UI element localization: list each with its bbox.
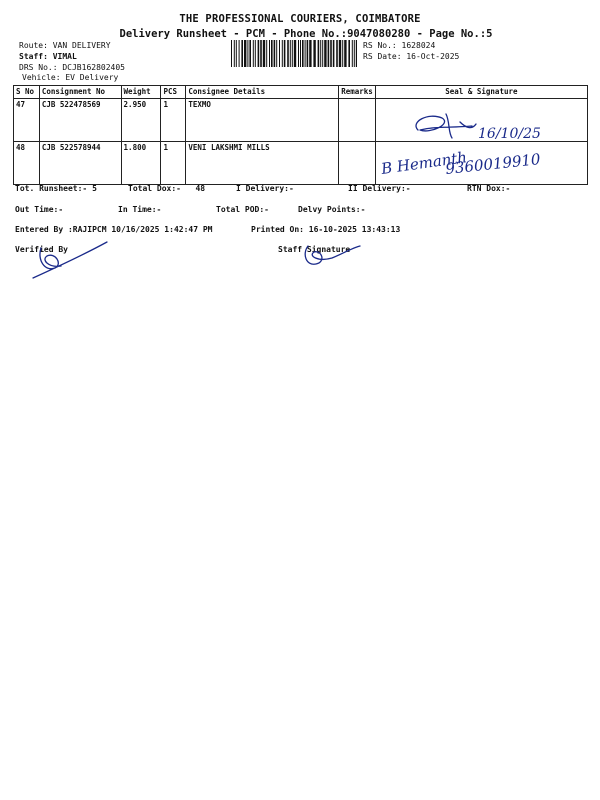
cell-pcs: 1 <box>161 142 186 185</box>
signature-scribble <box>416 114 476 138</box>
out-time-label: Out Time:- <box>15 205 64 214</box>
barcode-bar <box>352 40 353 67</box>
rs-no-line <box>363 41 435 50</box>
barcode-bar <box>336 40 338 67</box>
col-pcs: PCS <box>161 86 186 99</box>
barcode-bar <box>333 40 335 67</box>
barcode-bar <box>324 40 326 67</box>
col-remarks: Remarks <box>339 86 376 99</box>
barcode-bar <box>274 40 276 67</box>
barcode-bar <box>339 40 341 67</box>
cell-pcs: 1 <box>161 99 186 142</box>
cell-consignee: VENI LAKSHMI MILLS <box>186 142 339 185</box>
col-consignee: Consignee Details <box>186 86 339 99</box>
col-consignment: Consignment No <box>39 86 121 99</box>
barcode-bar <box>309 40 311 67</box>
signature-handwriting <box>380 104 580 184</box>
barcode-bar <box>255 40 256 67</box>
barcode-bar <box>244 40 246 67</box>
runsheet-title: Delivery Runsheet - PCM - Phone No.:9047080280 - Page No.:5 <box>119 28 493 40</box>
barcode-bar <box>260 40 262 67</box>
cell-consignment: CJB 522578944 <box>39 142 121 185</box>
cell-consignee: TEXMO <box>186 99 339 142</box>
total-dox <box>128 184 205 193</box>
company-title: THE PROFESSIONAL COURIERS, COIMBATORE <box>179 13 421 25</box>
barcode-bar <box>249 40 251 67</box>
tot-runsheet <box>15 184 97 193</box>
col-sno: S No <box>14 86 40 99</box>
drs-value: DCJB162802405 <box>62 63 125 72</box>
cell-remarks <box>339 99 376 142</box>
barcode-bar <box>342 40 343 67</box>
in-time-label: In Time:- <box>118 205 162 214</box>
barcode-bar <box>307 40 309 67</box>
col-signature: Seal & Signature <box>375 86 587 99</box>
handwritten-name: B Hemanth <box>380 148 468 178</box>
barcode-bar <box>247 40 248 67</box>
drs-line <box>19 63 125 72</box>
vehicle-label: Vehicle: <box>22 73 61 82</box>
i-delivery-label: I Delivery:- <box>236 184 294 193</box>
cell-consignment: CJB 522478569 <box>39 99 121 142</box>
barcode-bar <box>269 40 270 67</box>
rs-date-label: RS Date: <box>363 52 402 61</box>
staff-signature <box>298 240 368 270</box>
barcode-bar <box>320 40 321 67</box>
total-dox-value: 48 <box>195 184 206 193</box>
barcode-bar <box>290 40 291 67</box>
rtn-dox-label: RTN Dox:- <box>467 184 511 193</box>
total-pod-label: Total POD:- <box>216 205 269 214</box>
barcode-bar <box>292 40 293 67</box>
barcode-bar <box>266 40 267 67</box>
barcode-bar <box>328 40 330 67</box>
tot-runsheet-value: 5 <box>92 184 97 193</box>
barcode-bar <box>239 40 240 67</box>
barcode-bar <box>271 40 273 67</box>
handwritten-date: 16/10/25 <box>478 126 541 142</box>
barcode-bar <box>236 40 237 67</box>
barcode-bar <box>282 40 283 67</box>
col-weight: Weight <box>121 86 161 99</box>
barcode-bar <box>276 40 277 67</box>
barcode-bar <box>284 40 286 67</box>
barcode-bar <box>253 40 254 67</box>
staff-signature-label: Staff Signature <box>278 245 351 254</box>
rs-no-label: RS No.: <box>363 41 397 50</box>
vehicle-line <box>22 73 118 82</box>
staff-label: Staff: <box>19 52 48 61</box>
barcode-bar <box>231 40 232 67</box>
barcode-bar <box>287 40 289 67</box>
ii-delivery-label: II Delivery:- <box>348 184 411 193</box>
printed-on: Printed On: 16-10-2025 13:43:13 <box>251 225 401 234</box>
rs-date-value: 16-Oct-2025 <box>406 52 460 61</box>
cell-remarks <box>339 142 376 185</box>
barcode-bar <box>356 40 357 67</box>
barcode-bar <box>330 40 332 67</box>
staff-value: VIMAL <box>52 52 77 61</box>
tot-runsheet-label: Tot. Runsheet:- <box>15 184 88 193</box>
barcode-bar <box>241 40 243 67</box>
cell-sno: 47 <box>14 99 40 142</box>
rs-no-value: 1628024 <box>401 41 436 50</box>
total-dox-label: Total Dox:- <box>128 184 181 193</box>
verified-signature <box>25 238 115 283</box>
verified-scribble <box>33 242 107 278</box>
barcode-bar <box>294 40 296 67</box>
route-value: VAN DELIVERY <box>52 41 111 50</box>
barcode-bar <box>298 40 299 67</box>
rs-date-line <box>363 52 459 61</box>
table-header-row <box>14 86 588 99</box>
staff-scribble <box>305 246 360 264</box>
route-label: Route: <box>19 41 48 50</box>
staff-line <box>19 52 77 61</box>
vehicle-value: EV Delivery <box>65 73 119 82</box>
cell-sno: 48 <box>14 142 40 185</box>
barcode-bar <box>318 40 320 67</box>
barcode-bar <box>354 40 355 67</box>
cell-weight: 2.950 <box>121 99 161 142</box>
barcode-bar <box>348 40 350 67</box>
barcode-bar <box>258 40 260 67</box>
barcode-bar <box>302 40 304 67</box>
barcode-bar <box>344 40 346 67</box>
barcode-bar <box>234 40 235 67</box>
route-line <box>19 41 111 50</box>
barcode-bar <box>263 40 265 67</box>
barcode-bar <box>305 40 306 67</box>
barcode <box>230 40 357 67</box>
barcode-bar <box>322 40 323 67</box>
drs-label: DRS No.: <box>19 63 58 72</box>
delvy-points-label: Delvy Points:- <box>298 205 366 214</box>
barcode-bar <box>313 40 315 67</box>
handwritten-phone: 9360019910 <box>444 150 542 178</box>
barcode-bar <box>279 40 280 67</box>
cell-weight: 1.800 <box>121 142 161 185</box>
verified-by-label: Verified By <box>15 245 68 254</box>
barcode-bar <box>300 40 301 67</box>
entered-by: Entered By :RAJIPCM 10/16/2025 1:42:47 PM <box>15 225 213 234</box>
